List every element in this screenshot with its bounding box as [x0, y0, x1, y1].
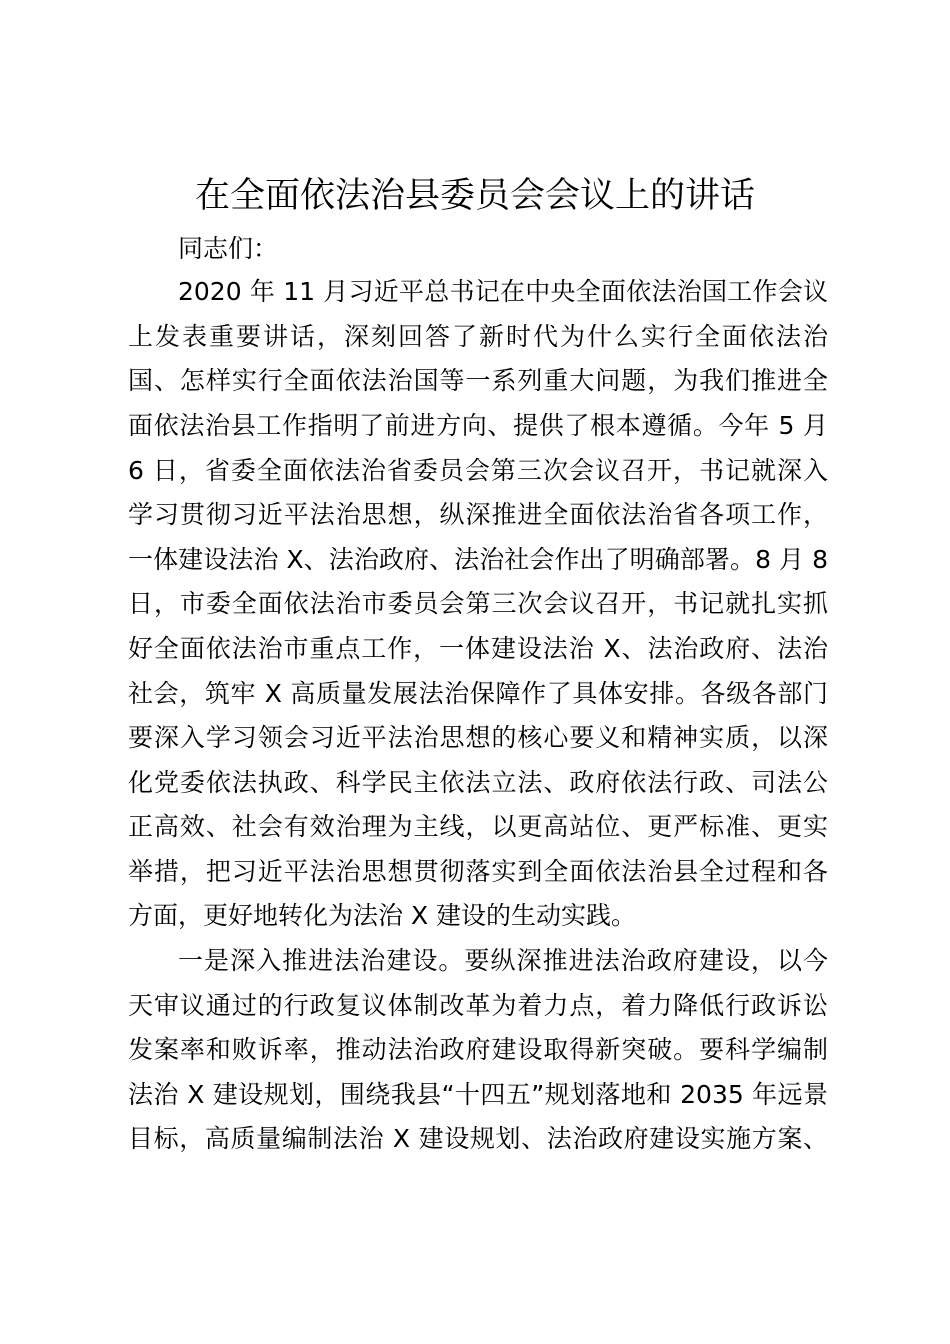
document-title: 在全面依法治县委员会会议上的讲话 — [194, 176, 755, 216]
paragraph-1-line: 国、怎样实行全面依法治国等一系列重大问题，为我们推进全 — [128, 366, 828, 395]
paragraph-2-line: 目标，高质量编制法治 X 建设规划、法治政府建设实施方案、 — [128, 1124, 828, 1153]
paragraph-1-line: 方面，更好地转化为法治 X 建设的生动实践。 — [128, 901, 637, 930]
paragraph-2-line: 发案率和败诉率，推动法治政府建设取得新突破。要科学编制 — [128, 1035, 828, 1064]
salutation: 同志们： — [178, 234, 279, 263]
paragraph-1-line: 面依法治县工作指明了前进方向、提供了根本遵循。今年 5 月 — [128, 411, 828, 440]
paragraph-1-line: 6 日，省委全面依法治省委员会第三次会议召开，书记就深入 — [128, 456, 828, 485]
paragraph-1-line: 上发表重要讲话，深刻回答了新时代为什么实行全面依法治 — [128, 322, 828, 351]
paragraph-1-line: 好全面依法治市重点工作，一体建设法治 X、法治政府、法治 — [128, 634, 828, 663]
paragraph-1-line: 学习贯彻习近平法治思想，纵深推进全面依法治省各项工作， — [128, 500, 828, 529]
paragraph-1-line: 2020 年 11 月习近平总书记在中央全面依法治国工作会议 — [178, 277, 828, 306]
paragraph-1-line: 一体建设法治 X、法治政府、法治社会作出了明确部署。8 月 8 — [128, 545, 828, 574]
paragraph-1-line: 社会，筑牢 X 高质量发展法治保障作了具体安排。各级各部门 — [128, 679, 828, 708]
paragraph-1-line: 举措，把习近平法治思想贯彻落实到全面依法治县全过程和各 — [128, 857, 828, 886]
paragraph-2-line: 一是深入推进法治建设。要纵深推进法治政府建设，以今 — [178, 946, 828, 975]
paragraph-1-line: 化党委依法执政、科学民主依法立法、政府依法行政、司法公 — [128, 768, 828, 797]
paragraph-1-line: 要深入学习领会习近平法治思想的核心要义和精神实质，以深 — [128, 723, 828, 752]
paragraph-2-line: 法治 X 建设规划，围绕我县“十四五”规划落地和 2035 年远景 — [128, 1080, 828, 1109]
paragraph-2-line: 天审议通过的行政复议体制改革为着力点，着力降低行政诉讼 — [128, 991, 828, 1020]
paragraph-1-line: 正高效、社会有效治理为主线，以更高站位、更严标准、更实 — [128, 812, 828, 841]
paragraph-1-line: 日，市委全面依法治市委员会第三次会议召开，书记就扎实抓 — [128, 589, 828, 618]
